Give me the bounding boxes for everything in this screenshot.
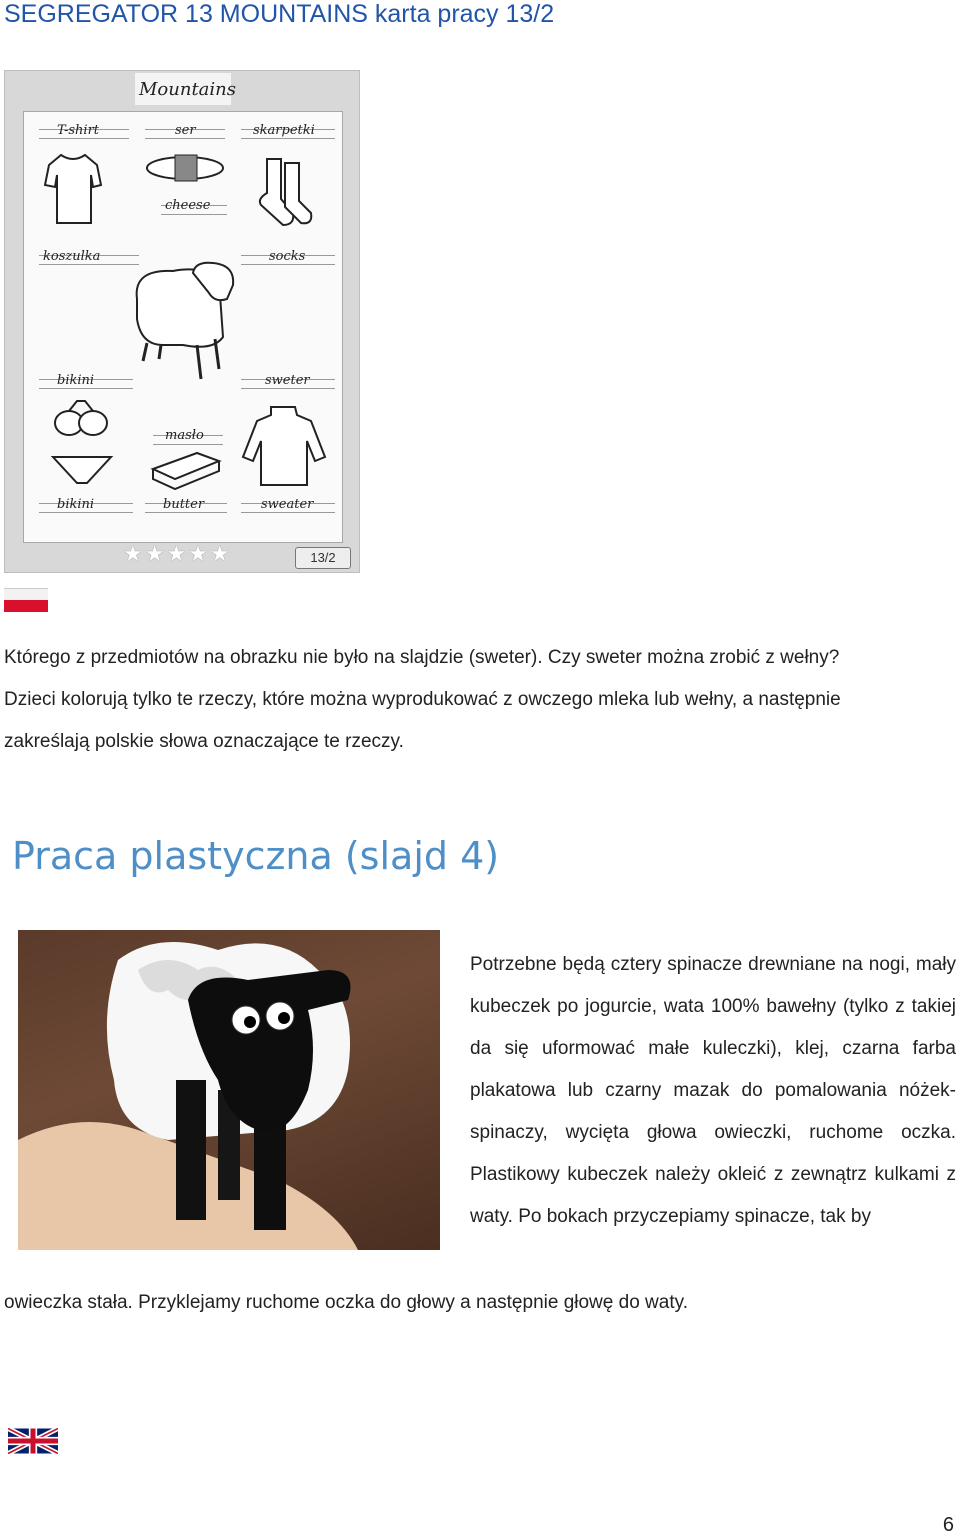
- bikini-top-drawing: [51, 399, 111, 439]
- cheese-drawing: [145, 153, 225, 183]
- worksheet-page-code: 13/2: [295, 547, 351, 569]
- label-bikini-bottom: bikini: [57, 497, 95, 512]
- sheep-craft-illustration: [18, 930, 440, 1250]
- label-skarpetki: skarpetki: [253, 123, 315, 138]
- sweater-drawing: [241, 401, 335, 489]
- label-bikini-top: bikini: [57, 373, 95, 388]
- rating-stars: ★★★★★: [123, 541, 232, 566]
- label-sweter: sweter: [265, 373, 310, 388]
- label-maslo: masło: [165, 428, 204, 443]
- section-heading: Praca plastyczna (slajd 4): [12, 834, 500, 878]
- label-butter: butter: [163, 497, 205, 512]
- label-socks: socks: [269, 249, 306, 264]
- poland-flag-icon: [4, 588, 48, 612]
- paragraph-craft-materials: Potrzebne będą cztery spinacze drewniane na nogi, mały kubeczek po jogurcie, wata 100% bawełny (tylko z takiej da się uformować małe kuleczki), klej, czarna farba plakatowa lub czarny mazak do pomalowania nóżek- spinaczy, wycięta głowa owieczki, ruchome oczka. Plastikowy kubeczek należy okleić z zewnątrz kulkami z waty. Po bokach przyczepiamy spinacze, tak by: [470, 954, 956, 1227]
- tshirt-drawing: [43, 151, 103, 227]
- butter-drawing: [147, 449, 223, 491]
- paragraph-line: Dzieci kolorują tylko te rzeczy, które można wyprodukować z owczego mleka lub wełny, a następnie: [4, 689, 841, 710]
- paragraph-craft-tail: owieczka stała. Przyklejamy ruchome oczka do głowy a następnie głowę do waty.: [4, 1292, 688, 1313]
- label-ser: ser: [175, 123, 196, 138]
- socks-drawing: [253, 155, 317, 231]
- worksheet-header: Mountains: [139, 79, 237, 100]
- document-title: SEGREGATOR 13 MOUNTAINS karta pracy 13/2: [4, 0, 555, 28]
- worksheet-image: [4, 70, 360, 573]
- label-tshirt: T-shirt: [57, 123, 100, 138]
- bikini-bottom-drawing: [49, 453, 115, 487]
- paragraph-line: zakreślają polskie słowa oznaczające te rzeczy.: [4, 731, 404, 752]
- sheep-craft-photo: [18, 930, 440, 1250]
- page-number: 6: [942, 1514, 954, 1536]
- label-koszulka: koszulka: [43, 249, 101, 264]
- label-cheese: cheese: [165, 198, 211, 213]
- sheep-drawing: [123, 259, 247, 383]
- uk-flag-icon: [8, 1428, 58, 1454]
- label-sweater: sweater: [261, 497, 314, 512]
- paragraph-line: Którego z przedmiotów na obrazku nie było na slajdzie (sweter). Czy sweter można zrobić z wełny?: [4, 647, 840, 668]
- paragraph-instructions: [4, 637, 956, 763]
